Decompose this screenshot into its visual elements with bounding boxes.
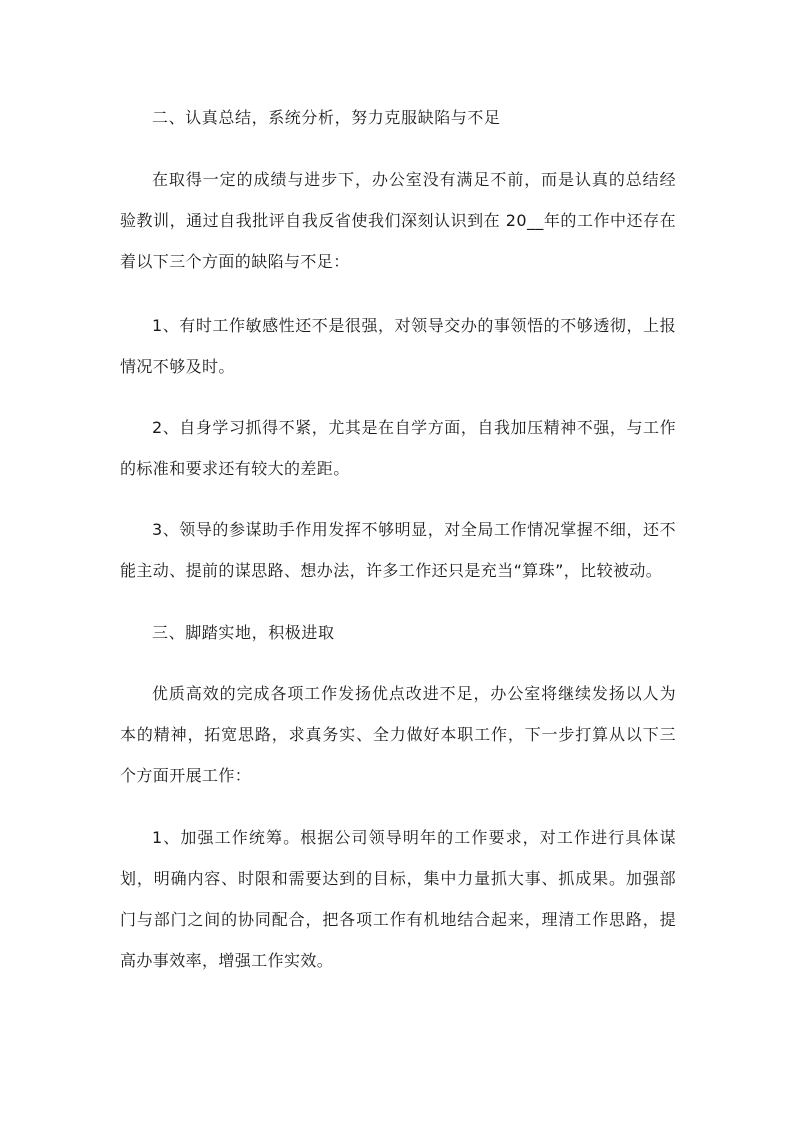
section-2-intro-paragraph: 在取得一定的成绩与进步下，办公室没有满足不前，而是认真的总结经验教训，通过自我批评自我反省使我们深刻认识到在 20__年的工作中还存在着以下三个方面的缺陷与不足： xyxy=(120,170,676,271)
section-2-heading: 二、认真总结，系统分析，努力克服缺陷与不足 xyxy=(152,108,501,127)
section-3-intro-paragraph: 优质高效的完成各项工作发扬优点改进不足，办公室将继续发扬以人为本的精神，拓宽思路，求真务实、全力做好本职工作，下一步打算从以下三个方面开展工作： xyxy=(120,684,676,785)
shortcoming-1-paragraph: 1、有时工作敏感性还不是很强，对领导交办的事领悟的不够透彻，上报情况不够及时。 xyxy=(120,316,676,376)
plan-1-paragraph: 1、加强工作统筹。根据公司领导明年的工作要求，对工作进行具体谋划，明确内容、时限和需要达到的目标，集中力量抓大事、抓成果。加强部门与部门之间的协同配合，把各项工作有机地结合起来，理清工作思路，提高办事效率，增强工作实效。 xyxy=(120,828,676,970)
shortcoming-2-paragraph: 2、自身学习抓得不紧，尤其是在自学方面，自我加压精神不强，与工作的标准和要求还有较大的差距。 xyxy=(120,418,676,478)
shortcoming-3-paragraph: 3、领导的参谋助手作用发挥不够明显，对全局工作情况掌握不细，还不能主动、提前的谋思路、想办法，许多工作还只是充当“算珠”，比较被动。 xyxy=(120,520,676,580)
section-3-heading: 三、脚踏实地，积极进取 xyxy=(152,623,335,642)
